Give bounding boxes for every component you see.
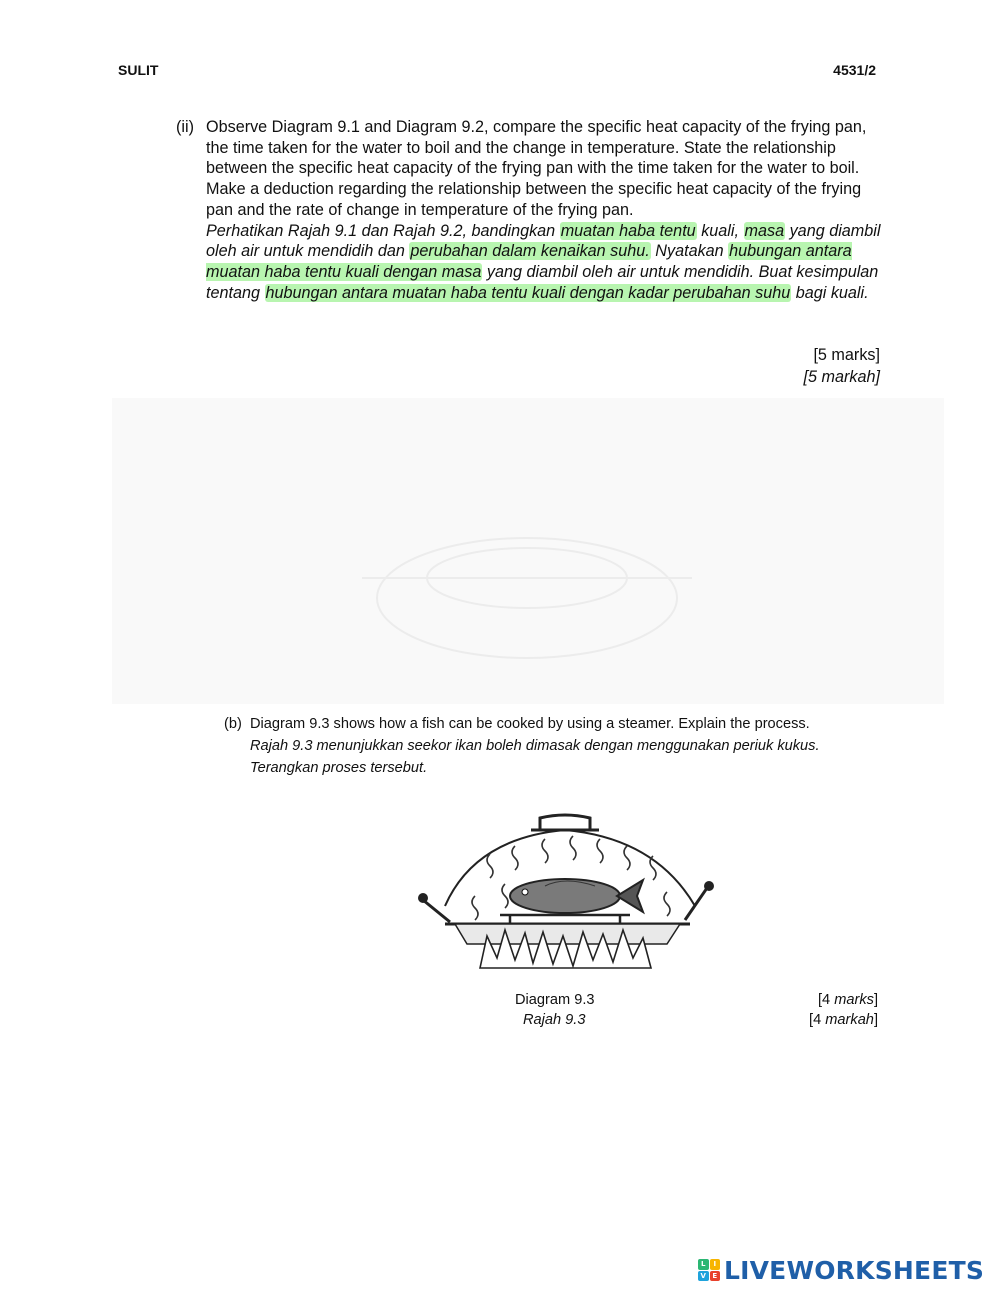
question-ii-number: (ii) [176,118,194,136]
lid-handle [531,815,599,830]
highlight: hubungan antara muatan haba tentu kuali dengan masa [206,242,852,281]
marks-en: [5 marks] [813,346,880,364]
marks-word: marks [834,992,874,1008]
marks-b-en [818,990,878,1010]
marks-b-ms [809,1010,878,1030]
liveworksheets-logo [698,1255,984,1285]
header-left: SULIT [118,62,159,78]
marks-ms: [5 markah] [803,368,880,386]
question-b [224,713,904,779]
header-right: 4531/2 [833,62,876,78]
logo-tile: V [698,1271,709,1282]
diagram-label-en: Diagram 9.3 [515,992,595,1008]
malay-text: Perhatikan Rajah 9.1 dan Rajah 9.2, bandingkan [206,221,560,240]
diagram-label-ms: Rajah 9.3 [523,1012,586,1028]
malay-text: yang diambil oleh air untuk mendidih. Buat kesimpulan tentang [206,262,879,302]
marks-open: [4 [817,992,835,1008]
faded-diagram [112,398,944,704]
question-b-english: Diagram 9.3 shows how a fish can be cooked by using a steamer. Explain the process. [250,716,810,732]
logo-icon [698,1259,720,1281]
highlight: hubungan antara muatan haba tentu kuali dengan kadar perubahan suhu [265,283,791,302]
question-ii [176,117,886,303]
logo-text: LIVEWORKSHEETS [724,1255,985,1285]
question-ii-malay [206,221,886,304]
question-b-malay-1: Rajah 9.3 menunjukkan seekor ikan boleh dimasak dengan menggunakan periuk kukus. [250,738,820,754]
faded-region [112,398,944,704]
highlight: masa [744,221,785,240]
malay-text: bagi kuali. [791,283,869,302]
malay-text: yang diambil oleh air untuk mendidih dan [206,221,881,261]
question-ii-english: Observe Diagram 9.1 and Diagram 9.2, compare the specific heat capacity of the frying pan, the time taken for the water to boil and the change in temperature. State the relationship between the specific heat capacity of the frying pan with the time taken for the water to boil. Make a deduction regarding the relationship between the specific heat capacity of the frying pan and the rate of change in temperature of the frying pan. [206,118,867,219]
marks-close: ] [873,1012,878,1028]
logo-tile: E [710,1271,721,1282]
malay-text: kuali, [696,221,744,240]
marks-word: markah [825,1012,874,1028]
question-b-malay-2: Terangkan proses tersebut. [250,760,428,776]
marks-close: ] [873,992,878,1008]
highlight: perubahan dalam kenaikan suhu. [410,242,650,261]
fish [510,879,643,913]
logo-tile: I [710,1259,721,1270]
highlight: muatan haba tentu [560,221,696,240]
malay-text: Nyatakan [650,242,729,261]
marks-open: [4 [809,1012,826,1028]
steamer-diagram [405,808,725,978]
question-b-number: (b) [224,716,242,732]
logo-tile: L [698,1259,709,1270]
